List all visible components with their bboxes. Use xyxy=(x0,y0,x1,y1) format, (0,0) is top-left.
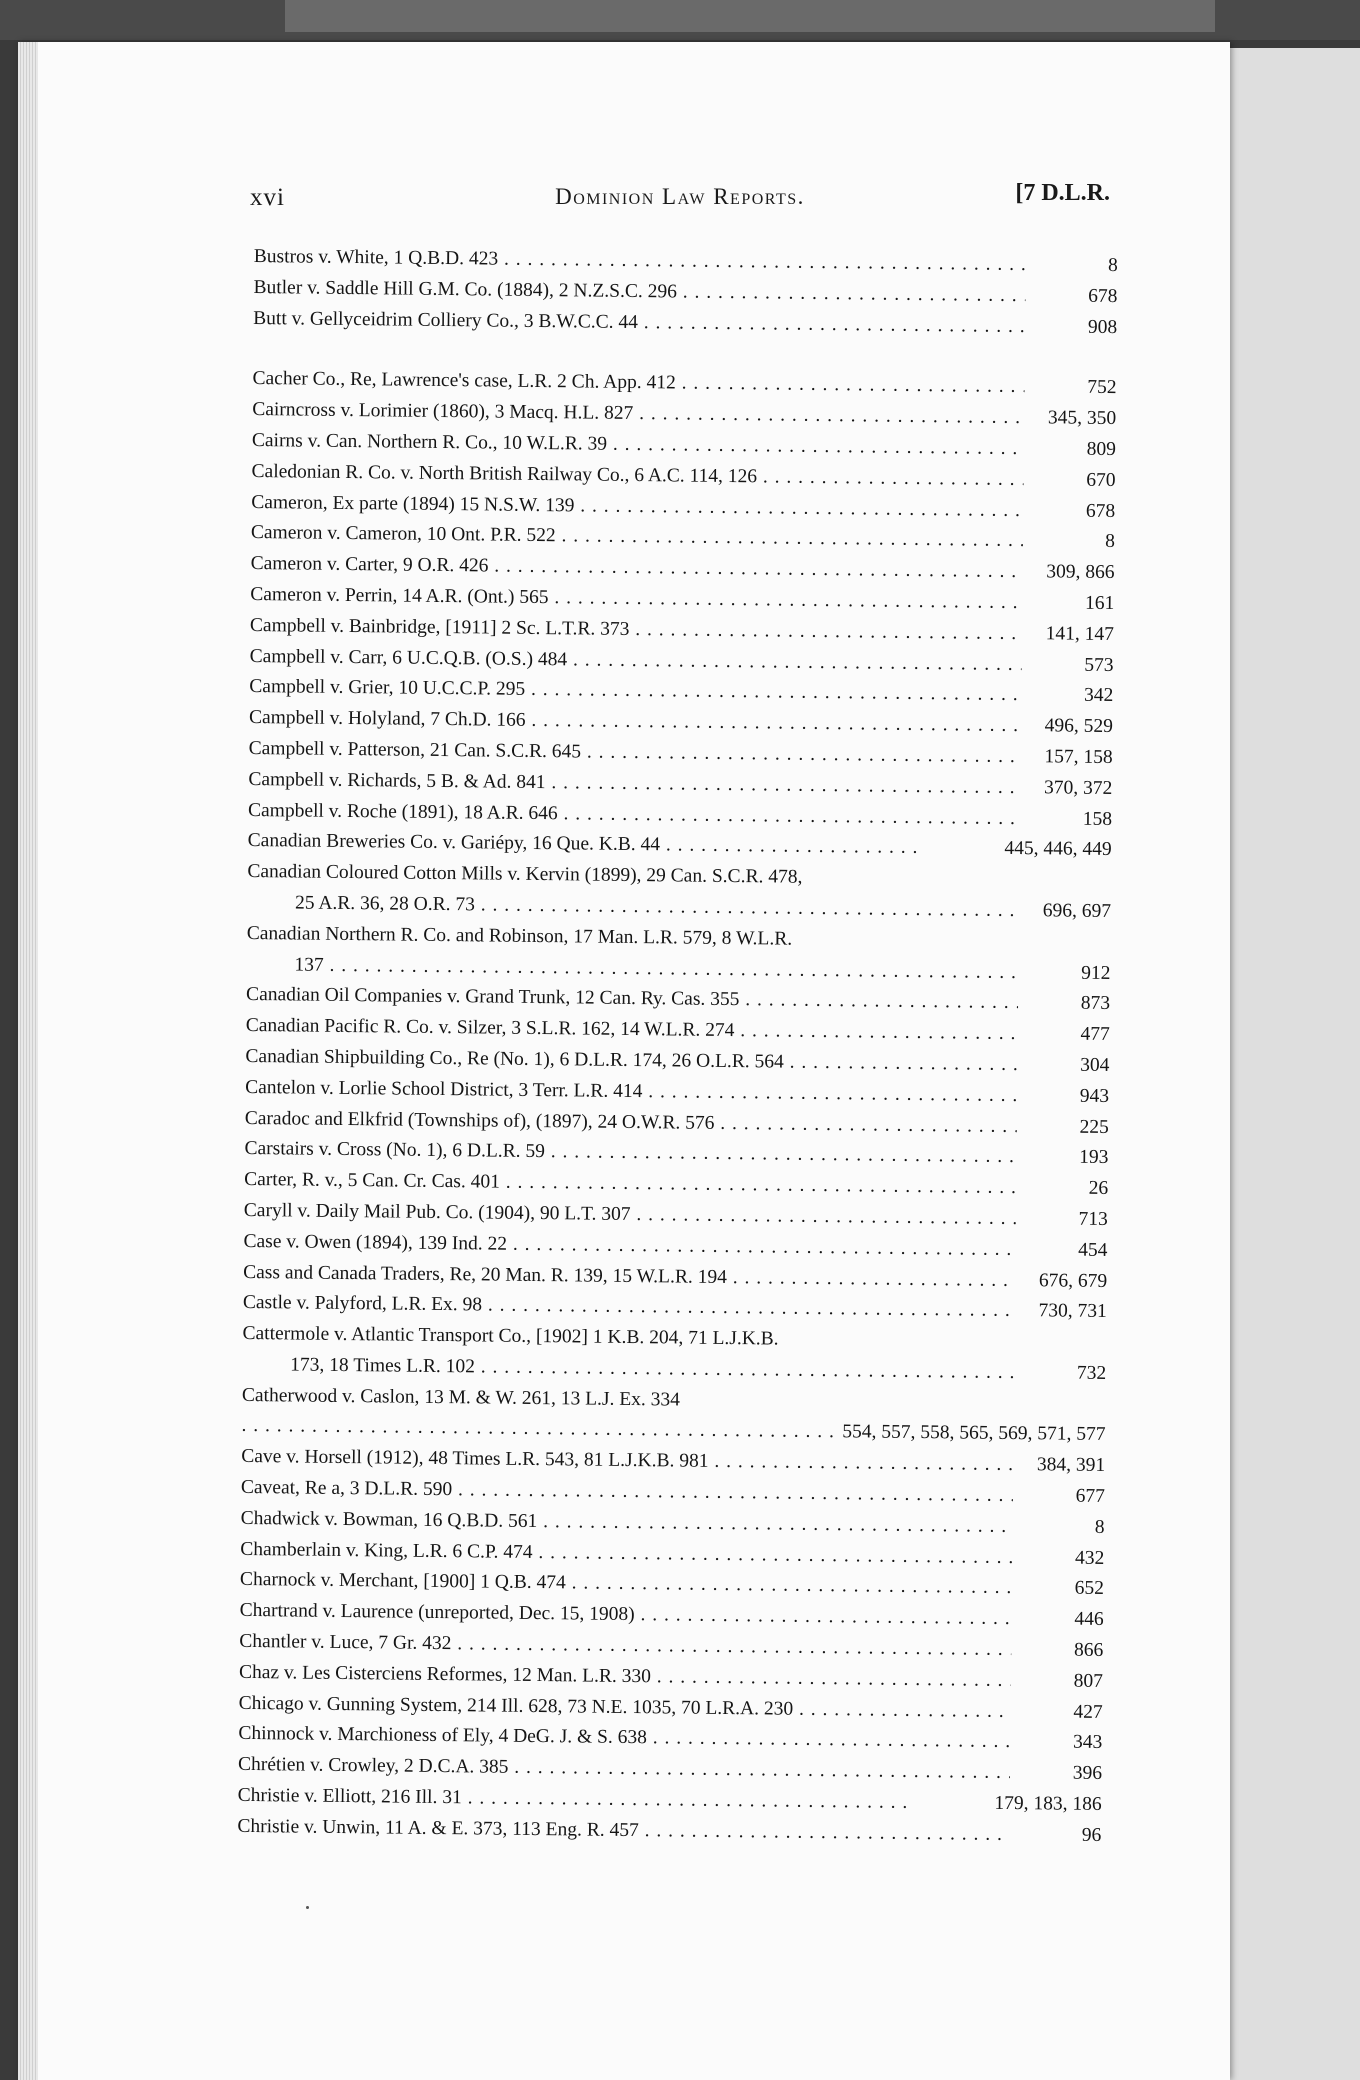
page-references: 309, 866 xyxy=(1042,557,1115,589)
case-citation: Chadwick v. Bowman, 16 Q.B.D. 561 . . . xyxy=(240,1504,1012,1543)
page-references: 141, 147 xyxy=(1042,619,1115,651)
case-table xyxy=(237,242,1118,1852)
page-references: 8 xyxy=(1101,527,1115,558)
running-title: Dominion Law Reports. xyxy=(555,184,805,209)
page-references: 193 xyxy=(1075,1143,1109,1174)
page-references: 554, 557, 558, 565, 569, 571, 577 xyxy=(838,1418,1106,1452)
page-references: 454 xyxy=(1074,1235,1108,1266)
page-stack-edges xyxy=(18,42,38,2080)
case-citation: Cameron v. Perrin, 14 A.R. (Ont.) 565 . . . xyxy=(250,580,1022,619)
page-references: 345, 350 xyxy=(1044,403,1117,435)
page-references: 427 xyxy=(1069,1697,1103,1728)
case-citation: Caveat, Re a, 3 D.L.R. 590 . . . xyxy=(241,1473,1013,1512)
case-citation: Canadian Pacific R. Co. v. Silzer, 3 S.L.R. 162, 14 W.L.R. 274 . . . xyxy=(246,1011,1018,1050)
page-references: 396 xyxy=(1069,1759,1103,1790)
page-references: 652 xyxy=(1071,1574,1105,1605)
running-header xyxy=(250,180,1110,220)
page-references: 732 xyxy=(1073,1359,1107,1390)
case-citation: Cacher Co., Re, Lawrence's case, L.R. 2 Ch. App. 412 . . . xyxy=(252,364,1024,403)
page-references: 678 xyxy=(1084,281,1118,312)
case-citation: Chantler v. Luce, 7 Gr. 432 . . . xyxy=(239,1627,1011,1666)
case-citation: Cattermole v. Atlantic Transport Co., [1902] 1 K.B. 204, 71 L.J.K.B. xyxy=(242,1323,779,1350)
page-references: 752 xyxy=(1083,373,1117,404)
page-references: 384, 391 xyxy=(1033,1451,1106,1483)
page-references: 696, 697 xyxy=(1039,896,1112,928)
page-references: 225 xyxy=(1075,1112,1109,1143)
case-citation: Cameron, Ex parte (1894) 15 N.S.W. 139 . . . xyxy=(251,488,1023,527)
page-references: 477 xyxy=(1076,1020,1110,1051)
case-citation: Chaz v. Les Cisterciens Reformes, 12 Man. L.R. 330 . . . xyxy=(239,1658,1011,1697)
page-references: 912 xyxy=(1077,958,1111,989)
case-citation: Campbell v. Bainbridge, [1911] 2 Sc. L.T.R. 373 . . . xyxy=(250,611,1022,650)
page-references: 809 xyxy=(1082,435,1116,466)
case-citation: Canadian Shipbuilding Co., Re (No. 1), 6 D.L.R. 174, 26 O.L.R. 564 . . . xyxy=(245,1042,1017,1081)
page-references: 96 xyxy=(1078,1821,1102,1852)
page-number: xvi xyxy=(250,184,285,211)
page-references: 8 xyxy=(1091,1513,1105,1544)
case-citation: 173, 18 Times L.R. 102 . . . xyxy=(290,1350,1014,1388)
page-references: 713 xyxy=(1074,1205,1108,1236)
case-citation: Chinnock v. Marchioness of Ely, 4 DeG. J. & S. 638 . . . xyxy=(238,1719,1010,1758)
page-references: 179, 183, 186 xyxy=(990,1789,1102,1821)
volume-label: [7 D.L.R. xyxy=(1015,180,1110,206)
case-citation: Campbell v. Carr, 6 U.C.Q.B. (O.S.) 484 . . . xyxy=(249,642,1021,681)
case-citation: Carter, R. v., 5 Can. Cr. Cas. 401 . . . xyxy=(244,1165,1016,1204)
book-spine-edge xyxy=(285,0,1215,32)
case-citation: Chicago v. Gunning System, 214 Ill. 628, 73 N.E. 1035, 70 L.R.A. 230 . . . xyxy=(239,1689,1011,1728)
page-references: 676, 679 xyxy=(1035,1266,1108,1298)
page-references: 807 xyxy=(1070,1666,1104,1697)
page-references: 342 xyxy=(1080,681,1114,712)
case-citation: Chrétien v. Crowley, 2 D.C.A. 385 . . . xyxy=(238,1750,1010,1789)
page-references: 670 xyxy=(1082,465,1116,496)
page-references: 496, 529 xyxy=(1041,711,1114,743)
case-citation: Cave v. Horsell (1912), 48 Times L.R. 543, 81 L.J.K.B. 981 . . . xyxy=(241,1442,1013,1481)
case-citation: Caradoc and Elkfrid (Townships of), (1897), 24 O.W.R. 576 . . . xyxy=(245,1103,1017,1142)
case-citation: Cairns v. Can. Northern R. Co., 10 W.L.R. 39 . . . xyxy=(252,426,1024,465)
case-citation: Campbell v. Holyland, 7 Ch.D. 166 . . . xyxy=(249,703,1021,742)
case-citation: Caryll v. Daily Mail Pub. Co. (1904), 90 L.T. 307 . . . xyxy=(244,1196,1016,1235)
page-references: 161 xyxy=(1081,589,1115,620)
case-citation: Campbell v. Roche (1891), 18 A.R. 646 . . . xyxy=(248,796,1020,835)
case-citation: 137 . . . xyxy=(294,950,1018,988)
case-citation: Canadian Oil Companies v. Grand Trunk, 12 Can. Ry. Cas. 355 . . . xyxy=(246,980,1018,1019)
case-citation: Cass and Canada Traders, Re, 20 Man. R. 139, 15 W.L.R. 194 . . . xyxy=(243,1257,1015,1296)
case-citation: Canadian Coloured Cotton Mills v. Kervin (1899), 29 Can. S.C.R. 478, xyxy=(247,861,803,888)
page-references: 157, 158 xyxy=(1040,742,1113,774)
page-references: 730, 731 xyxy=(1034,1297,1107,1329)
page-references: 446 xyxy=(1070,1605,1104,1636)
page-references: 866 xyxy=(1070,1636,1104,1667)
case-citation: 25 A.R. 36, 28 O.R. 73 . . . xyxy=(295,888,1019,926)
print-speck xyxy=(306,1906,309,1909)
case-citation: Canadian Breweries Co. v. Gariépy, 16 Que. K.B. 44 . . . xyxy=(248,826,922,864)
case-citation: Butt v. Gellyceidrim Colliery Co., 3 B.W.C.C. 44 . . . xyxy=(253,304,1025,343)
case-citation: Cameron v. Carter, 9 O.R. 426 . . . xyxy=(250,549,1022,588)
page-references: 370, 372 xyxy=(1040,773,1113,805)
facing-page-edge xyxy=(1228,48,1360,2080)
case-citation: Campbell v. Richards, 5 B. & Ad. 841 . . . xyxy=(248,765,1020,804)
page-references: 343 xyxy=(1069,1728,1103,1759)
scan-top-strip xyxy=(0,0,1360,40)
case-citation: Campbell v. Grier, 10 U.C.C.P. 295 . . . xyxy=(249,672,1021,711)
case-citation: Christie v. Unwin, 11 A. & E. 373, 113 Eng. R. 457 . . . xyxy=(237,1812,1009,1851)
case-citation: Catherwood v. Caslon, 13 M. & W. 261, 13 L.J. Ex. 334 xyxy=(241,1384,681,1411)
case-citation: Case v. Owen (1894), 139 Ind. 22 . . . xyxy=(243,1227,1015,1266)
page-references: 26 xyxy=(1084,1174,1108,1205)
case-citation: Castle v. Palyford, L.R. Ex. 98 . . . xyxy=(243,1288,1015,1327)
page-references: 445, 446, 449 xyxy=(1000,834,1112,866)
page-references: 158 xyxy=(1079,804,1113,835)
page-references: 432 xyxy=(1071,1543,1105,1574)
case-citation: Chamberlain v. King, L.R. 6 C.P. 474 . . . xyxy=(240,1535,1012,1574)
case-citation: Butler v. Saddle Hill G.M. Co. (1884), 2 N.Z.S.C. 296 . . . xyxy=(253,273,1025,312)
page-references: 943 xyxy=(1076,1081,1110,1112)
page-references: 678 xyxy=(1082,496,1116,527)
case-citation: Campbell v. Patterson, 21 Can. S.C.R. 645 . . . xyxy=(249,734,1021,773)
page-references: 304 xyxy=(1076,1051,1110,1082)
case-citation: Chartrand v. Laurence (unreported, Dec. 15, 1908) . . . xyxy=(239,1596,1011,1635)
page-references: 677 xyxy=(1071,1482,1105,1513)
case-citation: Cairncross v. Lorimier (1860), 3 Macq. H.L. 827 . . . xyxy=(252,395,1024,434)
case-citation: Bustros v. White, 1 Q.B.D. 423 . . . xyxy=(254,242,1026,281)
page-references: 873 xyxy=(1077,989,1111,1020)
case-citation: Carstairs v. Cross (No. 1), 6 D.L.R. 59 . . . xyxy=(244,1134,1016,1173)
case-citation: Cantelon v. Lorlie School District, 3 Terr. L.R. 414 . . . xyxy=(245,1073,1017,1112)
case-citation: Caledonian R. Co. v. North British Railway Co., 6 A.C. 114, 126 . . . xyxy=(251,457,1023,496)
page-references: 908 xyxy=(1084,312,1118,343)
page-references: 8 xyxy=(1104,251,1118,282)
page-references: 573 xyxy=(1080,650,1114,681)
case-citation: Canadian Northern R. Co. and Robinson, 17 Man. L.R. 579, 8 W.L.R. xyxy=(246,922,793,950)
case-citation: Christie v. Elliott, 216 Ill. 31 . . . xyxy=(238,1781,912,1819)
case-citation: Charnock v. Merchant, [1900] 1 Q.B. 474 . . . xyxy=(240,1565,1012,1604)
case-citation: Cameron v. Cameron, 10 Ont. P.R. 522 . . . xyxy=(251,518,1023,557)
